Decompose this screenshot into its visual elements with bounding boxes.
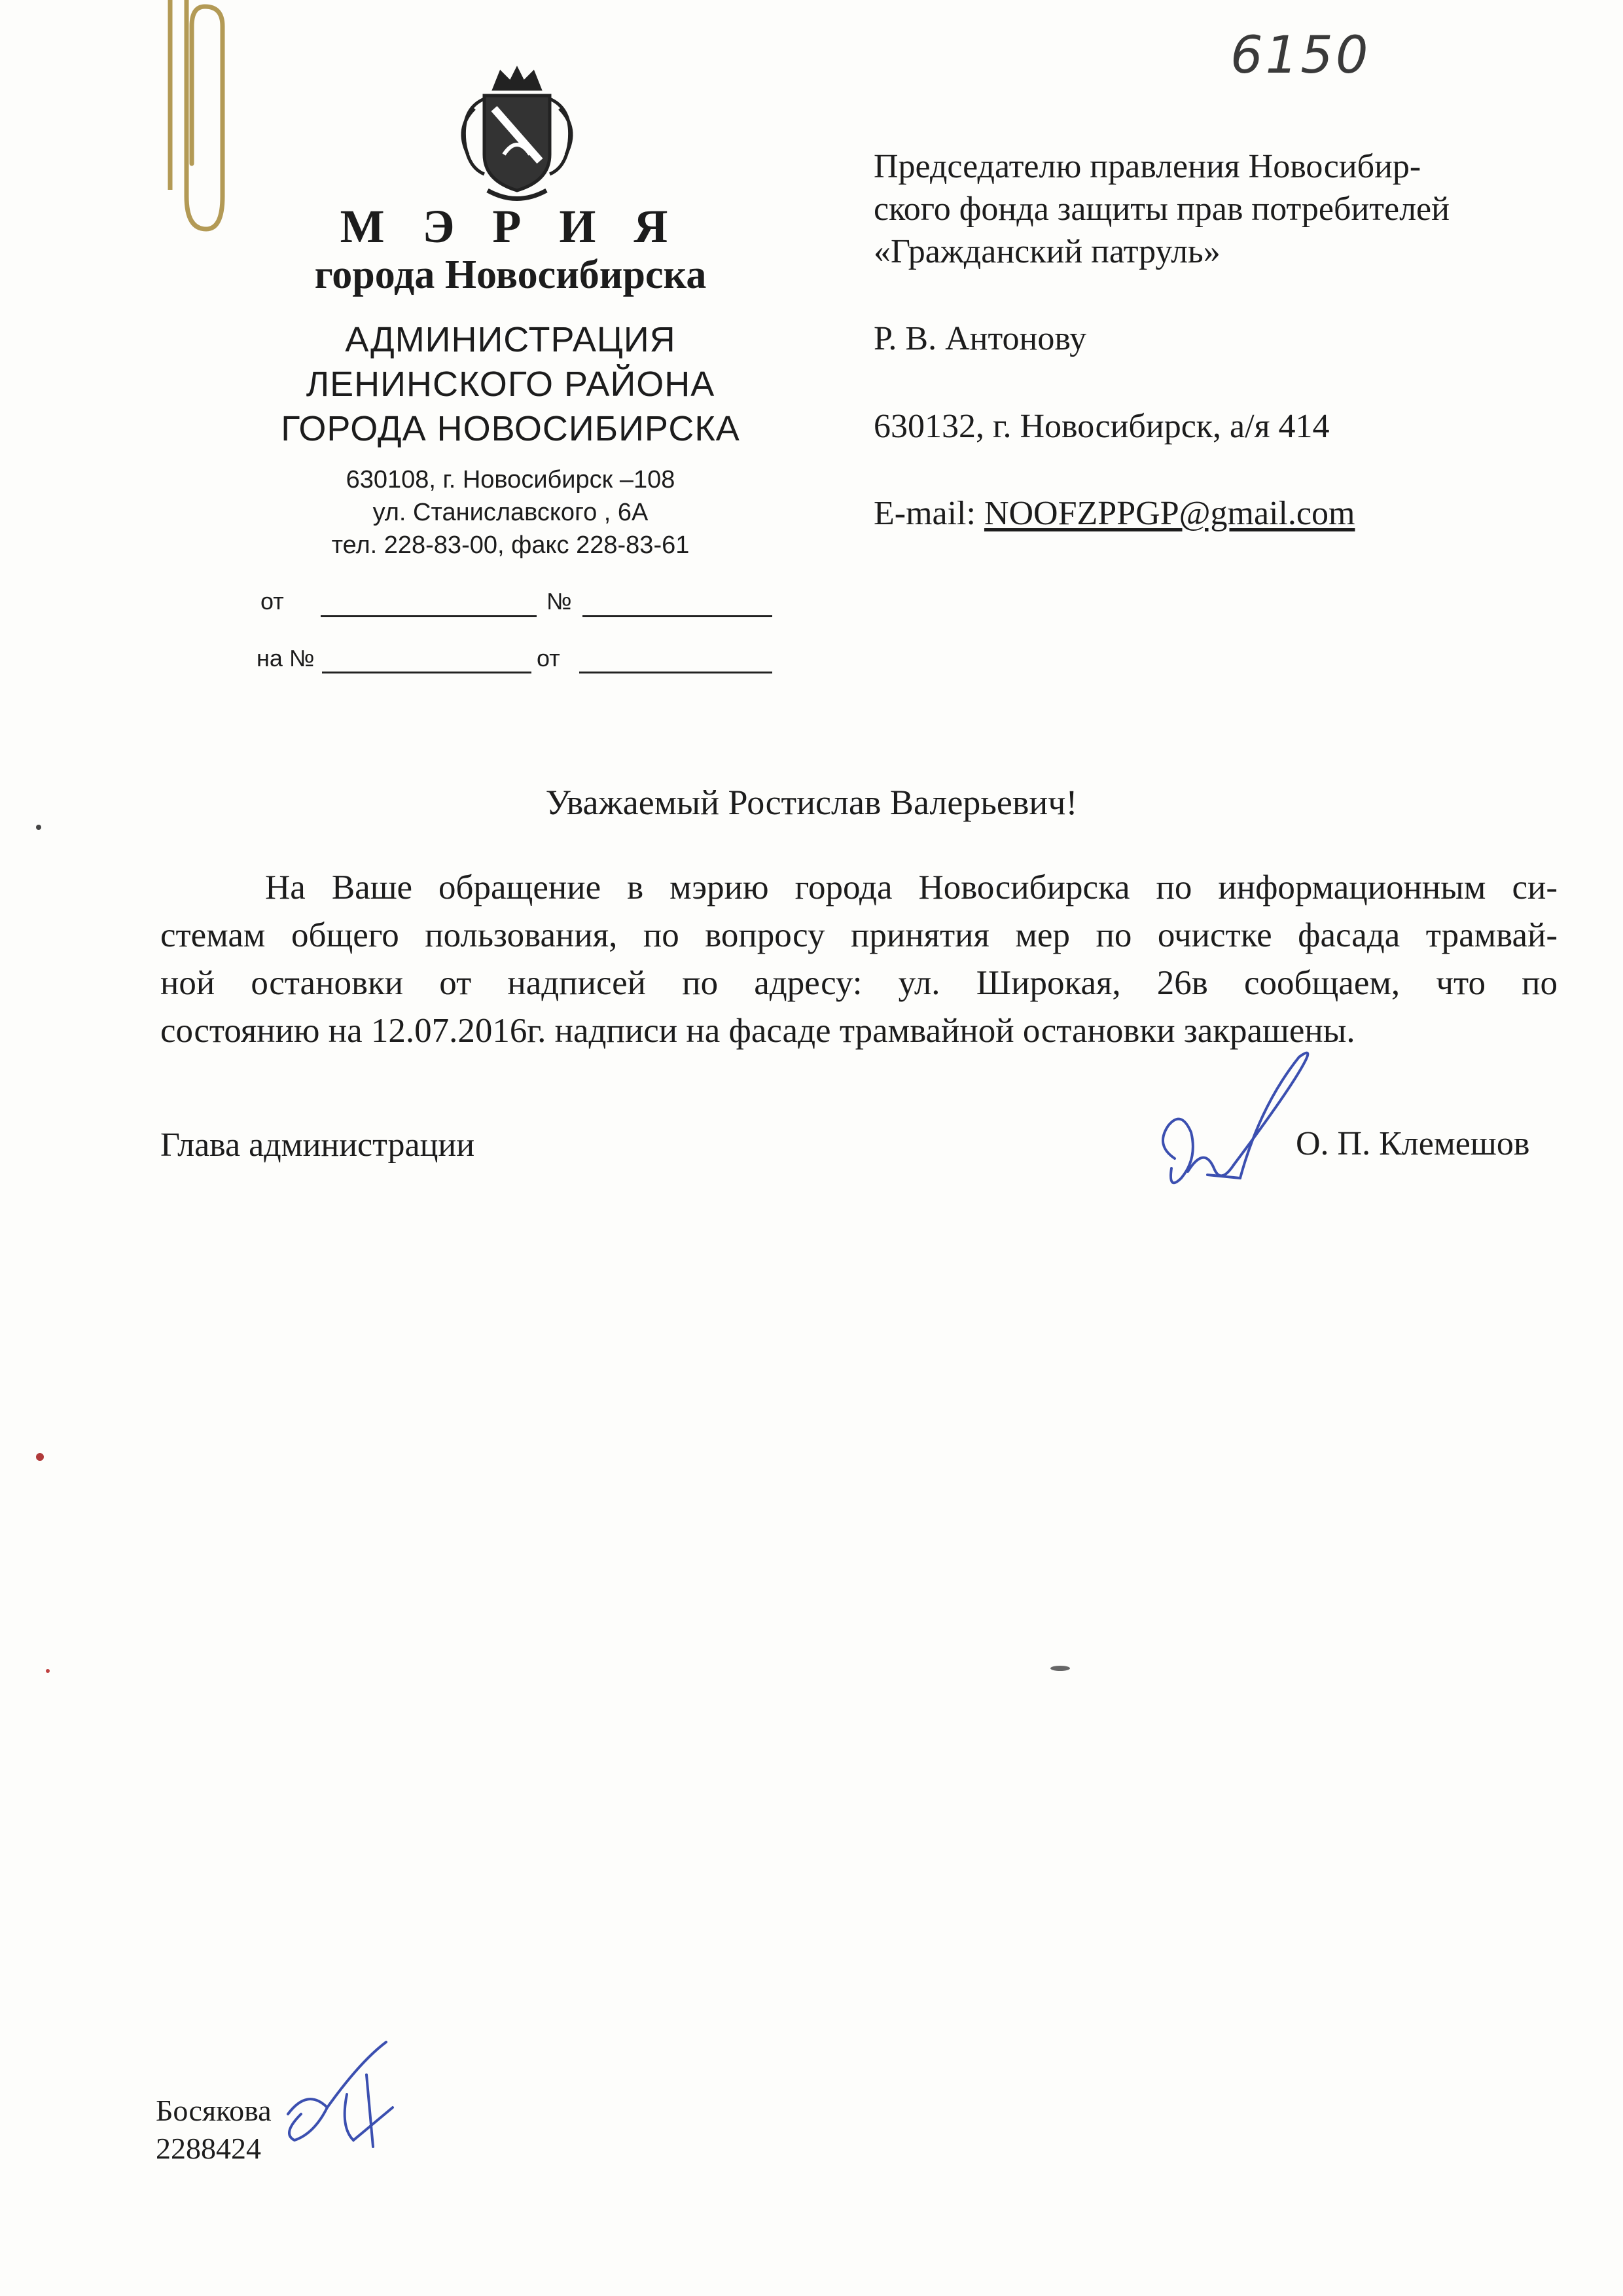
- sender-city-title: города Новосибирска: [314, 253, 707, 297]
- sender-address-line: 630108, г. Новосибирск –108: [346, 466, 675, 493]
- sender-admin-line: АДМИНИСТРАЦИЯ: [345, 320, 676, 359]
- sender-admin-line: ЛЕНИНСКОГО РАЙОНА: [306, 365, 715, 404]
- reference-date-field[interactable]: [579, 672, 772, 673]
- body-line: ной остановки от надписей по адресу: ул. Широкая, 26в сообщаем, что по: [160, 964, 1558, 1002]
- recipient-position-line: Председателю правления Новосибир-: [874, 148, 1421, 185]
- scan-speck: [1050, 1666, 1070, 1671]
- sender-address-line: тел. 228-83-00, факс 228-83-61: [331, 531, 690, 559]
- recipient-name: Р. В. Антонову: [874, 320, 1087, 357]
- body-line: На Ваше обращение в мэрию города Новосибирска по информационным си-: [265, 869, 1558, 906]
- letter-body: [160, 864, 1558, 1055]
- executor-signature-icon: [275, 2036, 406, 2153]
- reference-number-label: на №: [257, 645, 315, 672]
- sender-admin-line: ГОРОДА НОВОСИБИРСКА: [281, 409, 740, 448]
- registration-date-field[interactable]: [321, 615, 537, 617]
- registration-number-label: №: [546, 588, 572, 615]
- city-coat-of-arms-icon: [448, 63, 586, 207]
- reference-date-label: от: [537, 645, 560, 672]
- registration-date-label: от: [260, 588, 284, 615]
- recipient-address: 630132, г. Новосибирск, а/я 414: [874, 408, 1330, 445]
- registration-number-field[interactable]: [582, 615, 772, 617]
- reference-number-field[interactable]: [322, 672, 531, 673]
- signatory-title: Глава администрации: [160, 1126, 475, 1164]
- handwritten-number: 6150: [1230, 26, 1371, 85]
- recipient-position-line: «Гражданский патруль»: [874, 233, 1221, 270]
- executor-phone: 2288424: [156, 2132, 261, 2165]
- body-line: стемам общего пользования, по вопросу принятия мер по очистке фасада трамвай-: [160, 916, 1558, 954]
- recipient-position-line: ского фонда защиты прав потребителей: [874, 190, 1450, 228]
- scan-speck: [36, 1453, 44, 1461]
- signatory-name: О. П. Клемешов: [1296, 1125, 1530, 1162]
- recipient-email: [874, 494, 1355, 533]
- body-line: состоянию на 12.07.2016г. надписи на фасаде трамвайной остановки закрашены.: [160, 1012, 1355, 1050]
- sender-address-line: ул. Станиславского , 6А: [372, 499, 649, 526]
- recipient-email-label: E-mail:: [874, 495, 984, 532]
- executor-name: Босякова: [156, 2094, 272, 2127]
- head-signature-icon: [1142, 1047, 1312, 1204]
- sender-organization-title: М Э Р И Я: [340, 200, 681, 253]
- scan-speck: [46, 1669, 50, 1673]
- recipient-email-link[interactable]: NOOFZPPGP@gmail.com: [984, 495, 1355, 532]
- salutation: Уважаемый Ростислав Валерьевич!: [545, 783, 1078, 822]
- paper-clip-icon: [147, 0, 226, 249]
- scan-speck: [36, 825, 41, 830]
